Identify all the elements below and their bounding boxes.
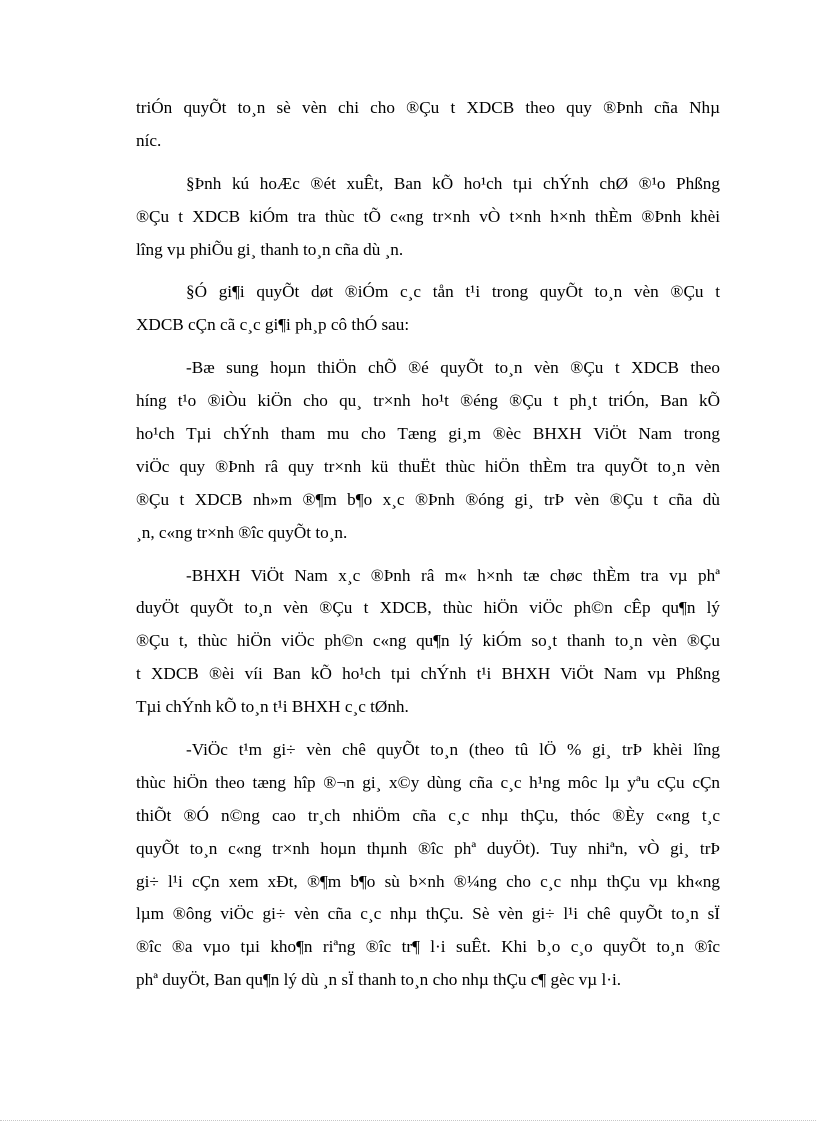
text-line: XDCB cÇn cã c¸c gi¶i ph¸p cô thÓ sau:	[136, 315, 410, 335]
paragraph-4	[136, 560, 720, 724]
text-line: híng t¹o ®iÒu kiÖn cho qu¸ tr×nh ho¹t ®éng ®Çu t ph¸t triÓn, Ban kÕ	[136, 391, 720, 411]
text-line: viÖc quy ®Þnh râ quy tr×nh kü thuËt thùc hiÖn thÈm tra quyÕt to¸n vèn	[136, 456, 720, 476]
text-line: duyÖt quyÕt to¸n vèn ®Çu t XDCB, thùc hiÖn viÖc ph©n cÊp qu¶n lý	[136, 598, 720, 618]
text-line: lµm ®ông viÖc gi÷ vèn cña c¸c nhµ thÇu. Sè vèn gi÷ l¹i chê quyÕt to¸n sÏ	[136, 904, 720, 924]
paragraph-5	[136, 734, 720, 997]
page-bottom-border	[0, 1120, 816, 1121]
text-line: ho¹ch Tµi chÝnh tham mu cho Tæng gi¸m ®èc BHXH ViÖt Nam trong	[136, 424, 720, 444]
text-line: triÓn quyÕt to¸n sè vèn chi cho ®Çu t XDCB theo quy ®Þnh cña Nhµ	[136, 98, 720, 117]
text-line: §Ó gi¶i quyÕt døt ®iÓm c¸c tån t¹i trong quyÕt to¸n vèn ®Çu t	[186, 282, 720, 302]
paragraph-1	[136, 168, 720, 267]
text-line: quyÕt to¸n c«ng tr×nh hoµn thµnh ®îc phª duyÖt). Tuy nhiªn, vÒ gi¸ trÞ	[136, 838, 720, 858]
text-line: -BHXH ViÖt Nam x¸c ®Þnh râ m« h×nh tæ chøc thÈm tra vµ phª	[186, 565, 720, 585]
text-line: ®îc ®a vµo tµi kho¶n riªng ®îc tr¶ l·i suÊt. Khi b¸o c¸o quyÕt to¸n ®îc	[136, 937, 720, 957]
text-line: Tµi chÝnh kÕ to¸n t¹i BHXH c¸c tØnh.	[136, 697, 409, 717]
text-line: ®Çu t XDCB nh»m ®¶m b¶o x¸c ®Þnh ®óng gi¸ trÞ vèn ®Çu t cña dù	[136, 489, 720, 509]
text-line: -Bæ sung hoµn thiÖn chÕ ®é quyÕt to¸n vèn ®Çu t XDCB theo	[186, 358, 720, 378]
text-line: lîng vµ phiÕu gi¸ thanh to¸n cña dù ¸n.	[136, 239, 404, 259]
text-line: §Þnh kú hoÆc ®ét xuÊt, Ban kÕ ho¹ch tµi chÝnh chØ ®¹o Phßng	[186, 173, 720, 193]
paragraph-0	[136, 92, 720, 158]
paragraph-3	[136, 352, 720, 549]
text-line: t XDCB ®èi víi Ban kÕ ho¹ch tµi chÝnh t¹i BHXH ViÖt Nam vµ Phßng	[136, 664, 720, 684]
text-line: gi÷ l¹i cÇn xem xÐt, ®¶m b¶o sù b×nh ®¼ng cho c¸c nhµ thÇu vµ kh«ng	[136, 871, 720, 891]
text-line: phª duyÖt, Ban qu¶n lý dù ¸n sÏ thanh to¸n cho nhµ thÇu c¶ gèc vµ l·i.	[136, 970, 622, 990]
text-line: -ViÖc t¹m gi÷ vèn chê quyÕt to¸n (theo tû lÖ % gi¸ trÞ khèi lîng	[186, 740, 720, 760]
text-line: thiÕt ®Ó n©ng cao tr¸ch nhiÖm cña c¸c nhµ thÇu, thóc ®Èy c«ng t¸c	[136, 805, 720, 825]
text-line: ®Çu t, thùc hiÖn viÖc ph©n c«ng qu¶n lý kiÓm so¸t thanh to¸n vèn ®Çu	[136, 631, 720, 651]
text-line: níc.	[136, 130, 162, 150]
paragraph-2	[136, 276, 720, 342]
document-body	[136, 92, 720, 997]
text-line: thùc hiÖn theo tæng hîp ®¬n gi¸ x©y dùng cña c¸c h¹ng môc lµ yªu cÇu cÇn	[136, 772, 720, 792]
text-line: ®Çu t XDCB kiÓm tra thùc tÕ c«ng tr×nh vÒ t×nh h×nh thÈm ®Þnh khèi	[136, 206, 720, 226]
text-line: ¸n, c«ng tr×nh ®îc quyÕt to¸n.	[136, 522, 348, 542]
